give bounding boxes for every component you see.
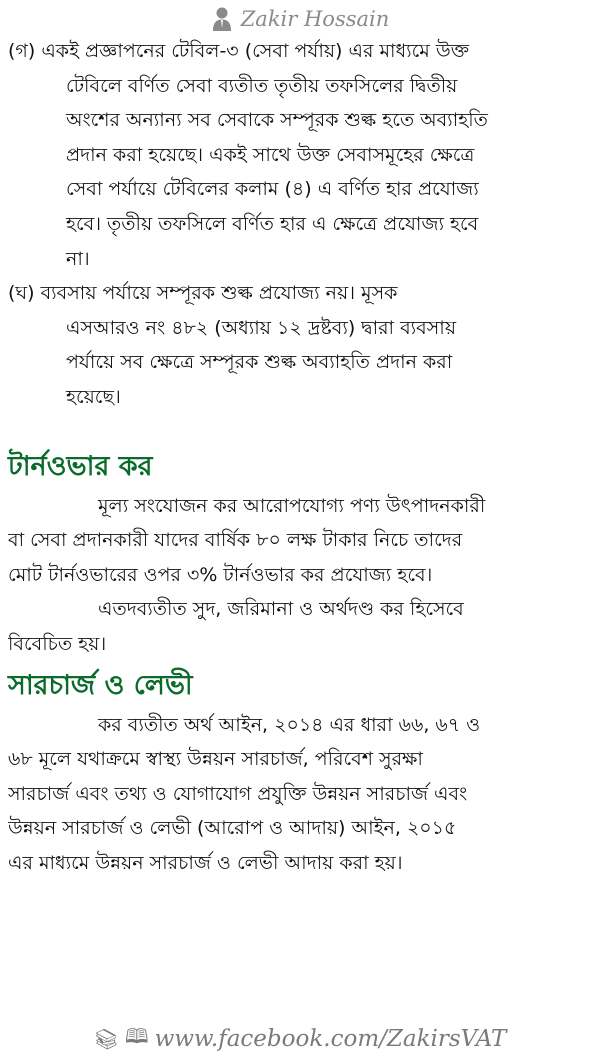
open-book-icon: 🕮︎ [124,1024,149,1048]
facebook-url-link[interactable]: www.facebook.com/ZakirsVAT [154,1026,507,1052]
text-line: বা সেবা প্রদানকারী যাদের বার্ষিক ৮০ লক্ষ টাকার নিচে তাদের [8,529,463,552]
paragraph-turnover [8,489,592,662]
author-name: Zakir Hossain [240,7,390,31]
paragraph-surcharge [8,708,592,881]
section-heading-surcharge-levy: সারচার্জ ও লেভী [8,669,193,701]
section-spacer [8,415,592,443]
paragraph-ga [8,34,592,276]
text-line: পর্যায়ে সব ক্ষেত্রে সম্পূরক শুল্ক অব্যাহতি প্রদান করা [66,351,453,374]
text-line: হবে। তৃতীয় তফসিলে বর্ণিত হার এ ক্ষেত্রে প্রযোজ্য হবে [66,212,479,235]
text-line: ৬৮ মূলে যথাক্রমে স্বাস্থ্য উন্নয়ন সারচার্জ, পরিবেশ সুরক্ষা [8,748,423,771]
text-line: অংশের অন্যান্য সব সেবাকে সম্পূরক শুল্ক হতে অব্যাহতি [66,109,488,132]
books-icon: 📚︎ [93,1027,119,1051]
text-line: বিবেচিত হয়। [8,632,107,655]
section-heading-turnover-tax: টার্নওভার কর [8,450,153,482]
person-icon [211,6,233,32]
text-line: হয়েছে। [66,385,121,408]
text-line: উন্নয়ন সারচার্জ ও লেভী (আরোপ ও আদায়) আইন, ২০১৫ [8,817,457,840]
text-line: সারচার্জ এবং তথ্য ও যোগাযোগ প্রযুক্তি উন্নয়ন সারচার্জ এবং [8,782,468,805]
text-line: না। [66,247,90,270]
text-line: (গ) একই প্রজ্ঞাপনের টেবিল-৩ (সেবা পর্যায়) এর মাধ্যমে উক্ত [8,40,470,62]
text-line: কর ব্যতীত অর্থ আইন, ২০১৪ এর ধারা ৬৬, ৬৭ ও [98,713,481,736]
text-line: এর মাধ্যমে উন্নয়ন সারচার্জ ও লেভী আদায় করা হয়। [8,851,403,874]
text-line: এসআরও নং ৪৮২ (অধ্যায় ১২ দ্রষ্টব্য) দ্বারা ব্যবসায় [66,316,457,339]
page-header [0,4,600,34]
text-line: মূল্য সংযোজন কর আরোপযোগ্য পণ্য উৎপাদনকারী [98,494,486,517]
page-footer [0,1022,600,1056]
document-body [8,34,592,880]
paragraph-gha [8,276,592,414]
text-line: প্রদান করা হয়েছে। একই সাথে উক্ত সেবাসমূহের ক্ষেত্রে [66,143,475,166]
text-line: (ঘ) ব্যবসায় পর্যায়ে সম্পূরক শুল্ক প্রযোজ্য নয়। মূসক [8,282,398,305]
text-line: এতদব্যতীত সুদ, জরিমানা ও অর্থদণ্ড কর হিসেবে [98,598,464,621]
text-line: সেবা পর্যায়ে টেবিলের কলাম (৪) এ বর্ণিত হার প্রযোজ্য [66,178,479,201]
text-line: টেবিলে বর্ণিত সেবা ব্যতীত তৃতীয় তফসিলের দ্বিতীয় [66,74,458,97]
text-line: মোট টার্নওভারের ওপর ৩% টার্নওভার কর প্রযোজ্য হবে। [8,563,433,586]
